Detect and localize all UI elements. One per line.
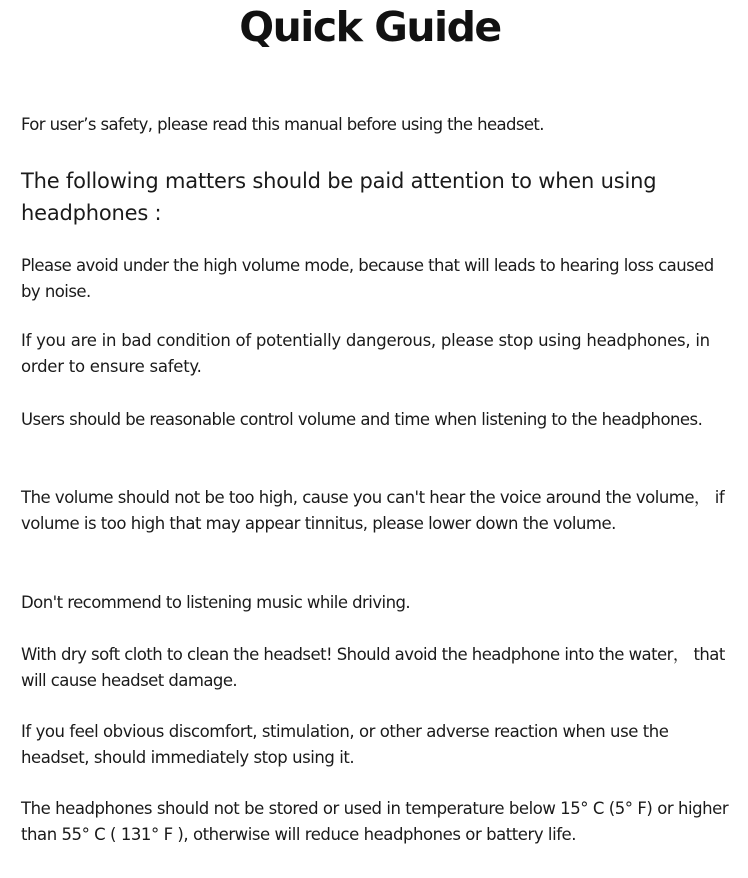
instruction-paragraph: If you feel obvious discomfort, stimulation, or other adverse reaction when use the headset, should immediately stop using it. xyxy=(21,722,669,767)
instruction-paragraph: Don't recommend to listening music while driving. xyxy=(21,593,411,612)
instruction-paragraph: Please avoid under the high volume mode, because that will leads to hearing loss caused by noise. xyxy=(21,256,714,301)
attention-subheading: The following matters should be paid attention to when using headphones : xyxy=(21,169,657,225)
instruction-paragraph: With dry soft cloth to clean the headset! Should avoid the headphone into the water， that will cause headset damage. xyxy=(21,645,725,690)
page-title: Quick Guide xyxy=(239,3,501,51)
safety-intro: For user’s safety, please read this manual before using the headset. xyxy=(21,115,544,134)
instruction-paragraph: Users should be reasonable control volume and time when listening to the headphones. xyxy=(21,410,703,429)
instruction-paragraph: The headphones should not be stored or used in temperature below 15° C (5° F) or higher than 55° C ( 131° F ), otherwise will reduce headphones or battery life. xyxy=(21,799,729,844)
instruction-paragraph: The volume should not be too high, cause you can't hear the voice around the volume， if volume is too high that may appear tinnitus, please lower down the volume. xyxy=(21,488,725,533)
instruction-paragraph: If you are in bad condition of potentially dangerous, please stop using headphones, in order to ensure safety. xyxy=(21,331,710,376)
